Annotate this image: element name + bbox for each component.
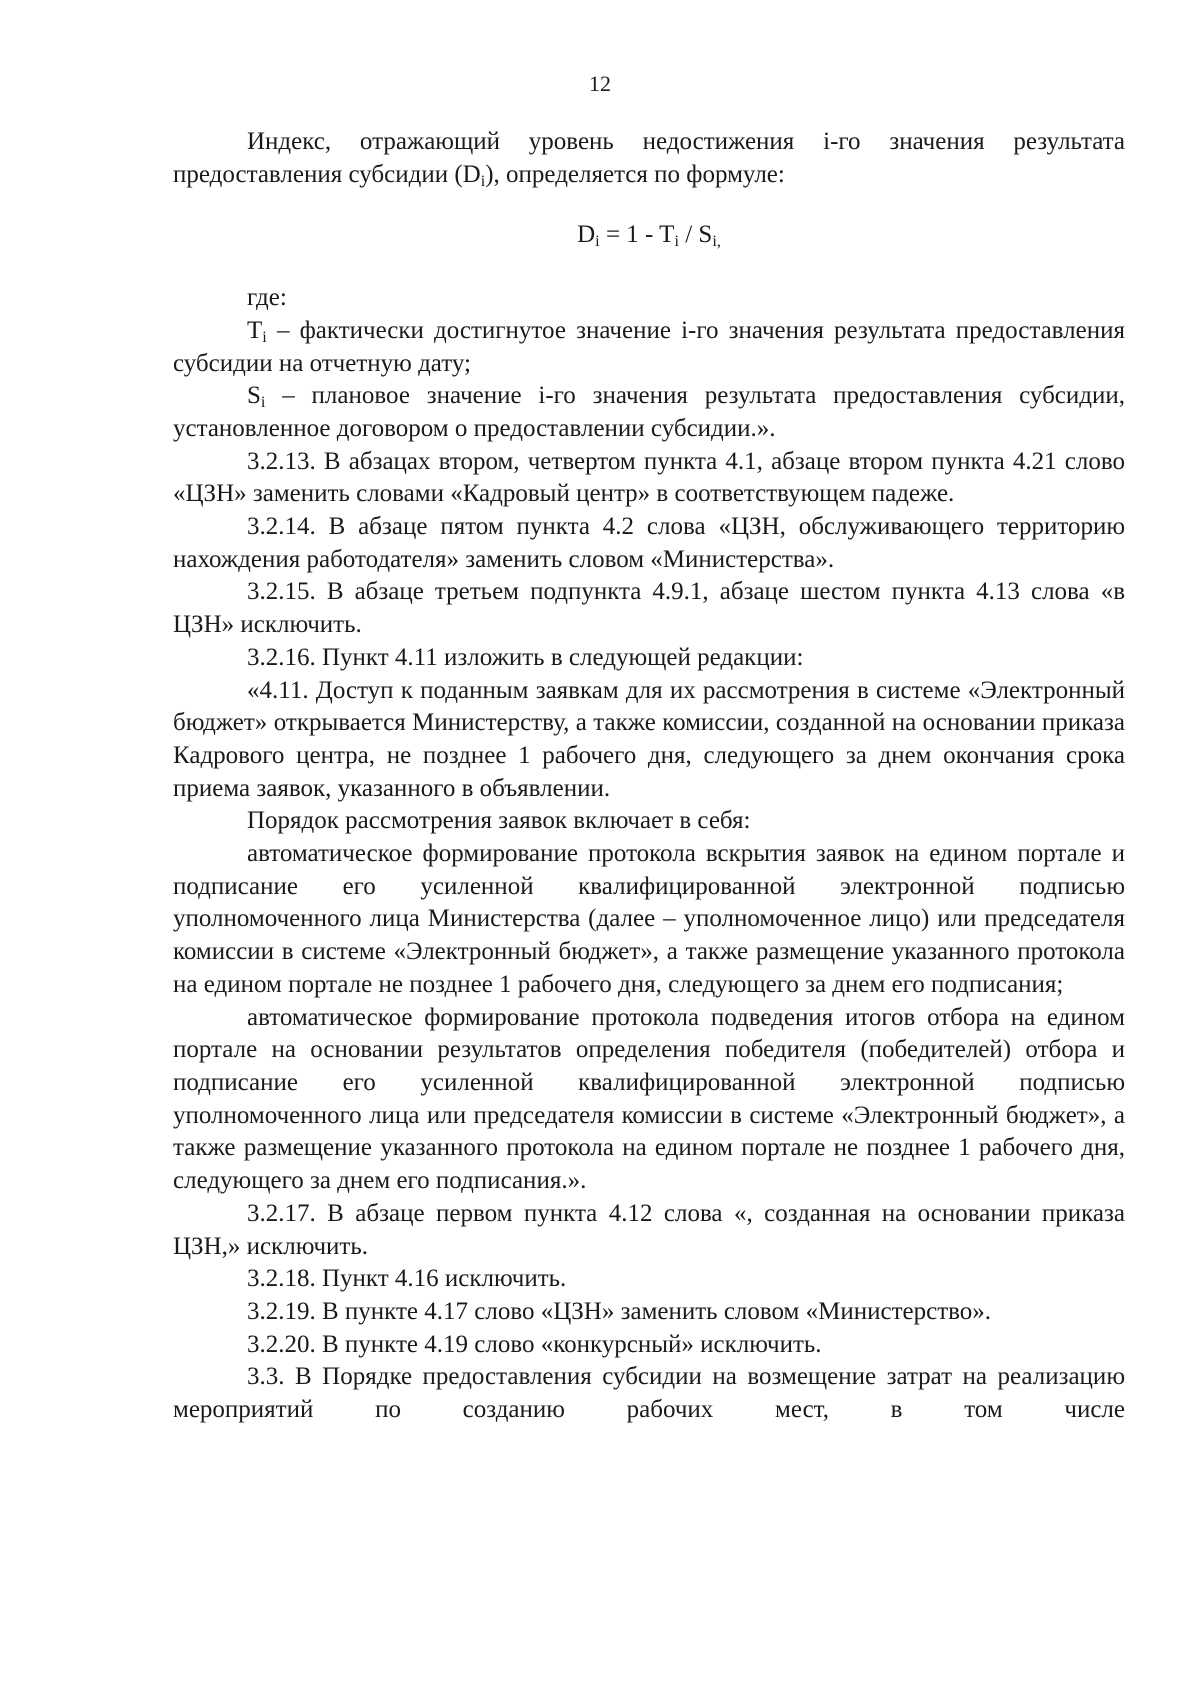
paragraph-3-2-15: 3.2.15. В абзаце третьем подпункта 4.9.1, абзаце шестом пункта 4.13 слова «в ЦЗН» исключить. (173, 578, 1125, 639)
paragraph-results-protocol: автоматическое формирование протокола подведения итогов отбора на едином портале на основании результатов определения победителя (победителей) отбора и подписание его усиленной квалифицированной электронной подписью уполномоченного лица или председателя комиссии в системе «Электронный бюджет», а также размещение указанного протокола на едином портале не позднее 1 рабочего дня, следующего за днем его подписания.». (173, 1003, 1125, 1195)
ti-symbol: T (247, 316, 263, 344)
ti-text: – фактически достигнутое значение i-го значения результата предоставления субсидии на отчетную дату; (173, 316, 1125, 377)
paragraph-review-order: Порядок рассмотрения заявок включает в себя: (247, 807, 751, 835)
where-label: где: (247, 284, 287, 312)
intro-text-2: ), определяется по формуле: (485, 160, 785, 188)
formula-d: D (577, 221, 596, 249)
paragraph-3-2-17: 3.2.17. В абзаце первом пункта 4.12 слова «, созданная на основании приказа ЦЗН,» исключить. (173, 1199, 1125, 1260)
paragraph-3-2-13: 3.2.13. В абзацах втором, четвертом пункта 4.1, абзаце втором пункта 4.21 слово «ЦЗН» заменить словами «Кадровый центр» в соответствующем падеже. (173, 447, 1125, 508)
document-body (173, 126, 1125, 1427)
si-definition (173, 380, 1125, 445)
paragraph-3-2-20: 3.2.20. В пункте 4.19 слово «конкурсный» исключить. (247, 1330, 822, 1358)
si-symbol: S (247, 382, 261, 410)
formula-d-sub: i (595, 232, 600, 251)
intro-subscript: i (480, 171, 486, 190)
si-text: – плановое значение i-го значения результата предоставления субсидии, установленное договором о предоставлении субсидии.». (173, 382, 1125, 442)
paragraph-3-3: 3.3. В Порядке предоставления субсидии на возмещение затрат на реализацию мероприятий по созданию рабочих мест, в том числе (173, 1363, 1125, 1424)
paragraph-3-2-16: 3.2.16. Пункт 4.11 изложить в следующей редакции: (247, 643, 804, 671)
paragraph-3-2-14: 3.2.14. В абзаце пятом пункта 4.2 слова «ЦЗН, обслуживающего территорию нахождения работодателя» заменить словом «Министерства». (173, 513, 1125, 573)
ti-subscript: i (262, 327, 267, 346)
formula (173, 219, 1125, 252)
intro-text-1: Индекс, отражающий уровень недостижения i-го значения результата предоставления субсидии (D (173, 128, 1125, 188)
formula-mid: = 1 - T (599, 221, 675, 249)
page-number: 12 (589, 71, 611, 96)
formula-t-sub: i (674, 232, 679, 251)
ti-definition (173, 315, 1125, 380)
paragraph-3-2-19: 3.2.19. В пункте 4.17 слово «ЦЗН» заменить словом «Министерство». (247, 1297, 992, 1325)
paragraph-4-11: «4.11. Доступ к поданным заявкам для их рассмотрения в системе «Электронный бюджет» открывается Министерству, а также комиссии, созданной на основании приказа Кадрового центра, не позднее 1 рабочего дня, следующего за днем окончания срока приема заявок, указанного в объявлении. (173, 676, 1125, 802)
paragraph-opening-protocol: автоматическое формирование протокола вскрытия заявок на едином портале и подписание его усиленной квалифицированной электронной подписью уполномоченного лица Министерства (далее – уполномоченное лицо) или председателя комиссии в системе «Электронный бюджет», а также размещение указанного протокола на едином портале не позднее 1 рабочего дня, следующего за днем его подписания; (173, 840, 1125, 998)
formula-s-sub: i, (712, 232, 721, 251)
si-subscript: i (260, 393, 266, 412)
intro-paragraph (173, 126, 1125, 191)
paragraph-3-2-18: 3.2.18. Пункт 4.16 исключить. (247, 1265, 567, 1293)
formula-slash: / S (678, 221, 713, 249)
